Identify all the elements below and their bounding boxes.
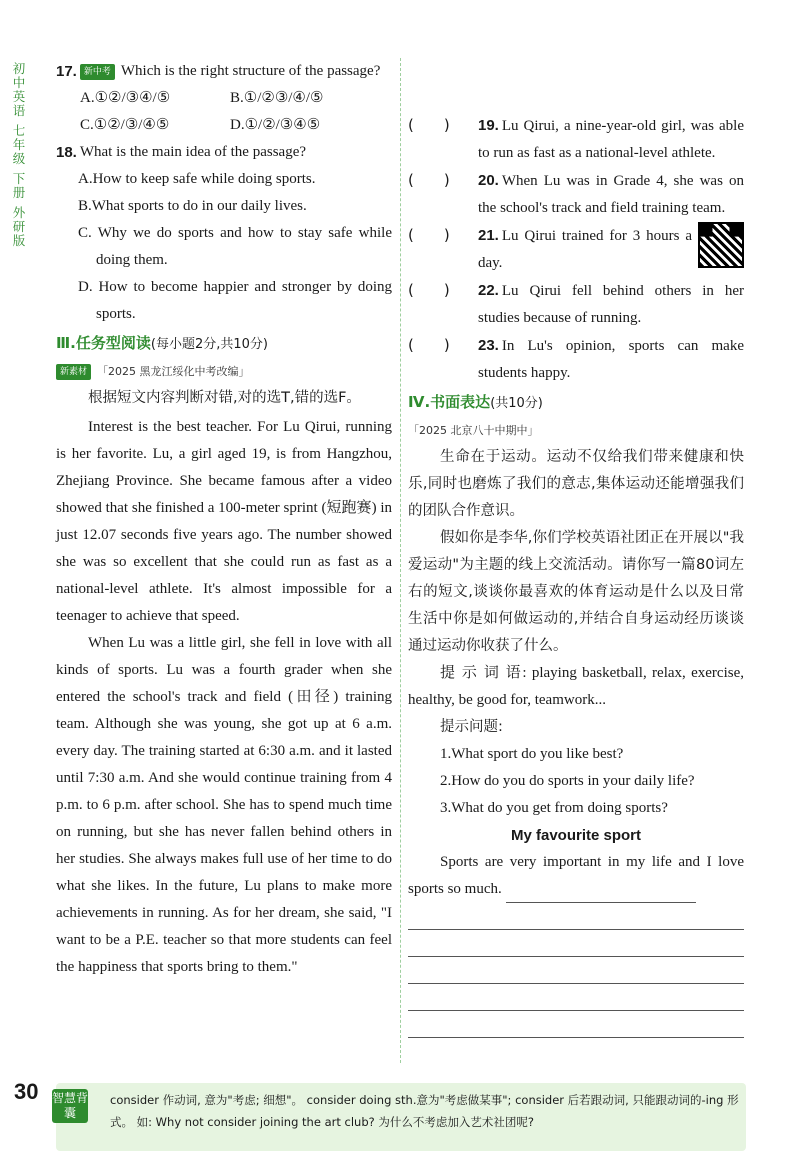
question-text: What is the main idea of the passage? [79, 144, 307, 160]
side-char: 年 [12, 137, 26, 152]
grammar-tip: consider 作动词, 意为"考虑; 细想"。 consider doing sth.意为"考虑做某事"; consider 后若跟动词, 只能跟动词的-ing 形式。 如: Why not consider joining the art club? 为什么不考虑加入艺术社团呢? [110, 1093, 739, 1129]
side-char: 初 [12, 61, 26, 76]
section-score: (共10分) [490, 396, 543, 411]
side-char: 七 [12, 123, 26, 138]
instruction: 根据短文内容判断对错,对的选T,错的选F。 [88, 390, 361, 406]
section-title: Ⅲ.任务型阅读 [56, 334, 151, 352]
writing-task: 假如你是李华,你们学校英语社团正在开展以"我爱运动"为主题的线上交流活动。请你写一篇80词左右的短文,谈谈你最喜欢的体育运动是什么以及日常生活中你是如何做运动的,并结合自身运动经历谈谈通过运动你收获了什么。 [408, 530, 744, 654]
answer-blank[interactable]: ( ) [408, 226, 450, 244]
essay-start [408, 849, 744, 903]
side-char: 中 [12, 75, 26, 90]
qr-code-icon[interactable] [698, 222, 744, 268]
new-material-tag: 新素材 [56, 364, 91, 380]
tf-question-22 [408, 277, 744, 332]
left-column [56, 58, 392, 981]
hint-question: 3.What do you get from doing sports? [440, 800, 668, 816]
question-number: 18. [56, 144, 77, 161]
hint-question: 2.How do you do sports in your daily life? [440, 773, 695, 789]
side-char: 外 [12, 205, 26, 220]
side-char: 下 [12, 171, 26, 186]
essay-title: My favourite sport [510, 827, 642, 844]
answer-blank[interactable]: ( ) [408, 281, 450, 299]
option-a: A.How to keep safe while doing sports. [78, 171, 316, 187]
question-text: Lu Qirui, a nine-year-old girl, was able to run as fast as a national-level athlete. [478, 118, 744, 161]
essay-start-text: Sports are very important in my life and I love sports so much. [408, 854, 744, 897]
question-text: Which is the right structure of the passage? [120, 63, 381, 79]
passage-paragraph-1: Interest is the best teacher. For Lu Qirui, running is her favorite. Lu, a girl aged 19, is from Hangzhou, Zhejiang Province. She became famous after a video showed that she finished a 100-meter sprint (短跑赛) in just 12.07 seconds five years ago. The number showed she was so excellent that she could run as fast as a national-level athlete. It's almost impossible for a teenager to achieve that speed. [56, 419, 392, 624]
question-text: Lu Qirui fell behind others in her studies because of running. [478, 283, 744, 326]
question-number: 22. [478, 282, 499, 299]
question-number: 21. [478, 227, 499, 244]
writing-line[interactable] [408, 984, 744, 1011]
tf-question-19 [408, 112, 744, 167]
side-char: 研 [12, 219, 26, 234]
writing-line[interactable] [506, 885, 696, 903]
answer-blank[interactable]: ( ) [408, 116, 450, 134]
source-line [56, 358, 392, 385]
answer-blank[interactable]: ( ) [408, 336, 450, 354]
tf-question-21 [408, 222, 744, 277]
question-number: 20. [478, 172, 499, 189]
hint-question: 1.What sport do you like best? [440, 746, 624, 762]
side-char: 语 [12, 103, 26, 118]
question-number: 23. [478, 337, 499, 354]
side-char: 英 [12, 89, 26, 104]
option-c: C.①②/③/④⑤ [80, 117, 170, 133]
right-column [408, 58, 744, 1038]
question-number: 17. [56, 63, 77, 80]
side-char: 级 [12, 151, 26, 166]
section-3-heading [56, 330, 392, 358]
hint-questions-label: 提示问题: [440, 719, 503, 735]
source-text: 「2025 黑龙江绥化中考改编」 [97, 365, 250, 378]
writing-line[interactable] [408, 903, 744, 930]
passage-paragraph-2: When Lu was a little girl, she fell in love with all kinds of sports. Lu was a fourth grader when she entered the school's track and field (田径) training team. Although she was young, she got up at 6 a.m. every day. The training started at 6:30 a.m. and it lasted until 7:30 a.m. And she would continue training from 4 p.m. to 6 p.m. after school. She has to spend much time on running, but she has never fallen behind others in her studies. She always makes full use of her time to do what she likes. In the future, Lu plans to make more achievements in running. As for her dream, she said, "I want to be a P.E. teacher so that more students can feel the happiness that sports bring to them." [56, 635, 392, 975]
wisdom-badge: 智慧背囊 [52, 1089, 88, 1123]
tf-question-23 [408, 332, 744, 387]
side-char: 册 [12, 185, 26, 200]
section-title: Ⅳ.书面表达 [408, 393, 491, 411]
hint-words: 提 示 词 语: playing basketball, relax, exercise, healthy, be good for, teamwork... [408, 665, 744, 708]
footer [0, 1075, 800, 1160]
option-c: C. Why we do sports and how to stay safe while doing them. [78, 225, 392, 268]
column-divider [400, 58, 401, 1063]
options-row [56, 85, 392, 112]
tf-question-20 [408, 167, 744, 222]
question-18 [56, 139, 392, 166]
option-b: B.What sports to do in our daily lives. [78, 198, 307, 214]
side-char: 版 [12, 233, 26, 248]
side-label [6, 62, 32, 248]
page-number: 30 [14, 1079, 39, 1104]
passage-continuation-space [408, 58, 744, 112]
option-d: D. How to become happier and stronger by doing sports. [78, 279, 392, 322]
question-text: Lu Qirui trained for 3 hours a day. [478, 228, 692, 271]
answer-blank[interactable]: ( ) [408, 171, 450, 189]
section-score: (每小题2分,共10分) [150, 337, 268, 352]
writing-line[interactable] [408, 1011, 744, 1038]
writing-line[interactable] [408, 957, 744, 984]
option-b: B.①/②③/④/⑤ [230, 90, 324, 106]
options-row [56, 112, 392, 139]
option-d: D.①/②/③④⑤ [230, 117, 321, 133]
question-number: 19. [478, 117, 499, 134]
writing-intro: 生命在于运动。运动不仅给我们带来健康和快乐,同时也磨炼了我们的意志,集体运动还能增强我们的团队合作意识。 [408, 449, 744, 519]
question-17 [56, 58, 392, 85]
question-text: When Lu was in Grade 4, she was on the school's track and field training team. [478, 173, 744, 216]
new-exam-tag: 新中考 [80, 64, 115, 80]
option-a: A.①②/③④/⑤ [80, 90, 171, 106]
section-4-heading [408, 389, 744, 417]
source-text: 「2025 北京八十中期中」 [408, 424, 539, 437]
question-text: In Lu's opinion, sports can make students happy. [478, 338, 744, 381]
writing-line[interactable] [408, 930, 744, 957]
